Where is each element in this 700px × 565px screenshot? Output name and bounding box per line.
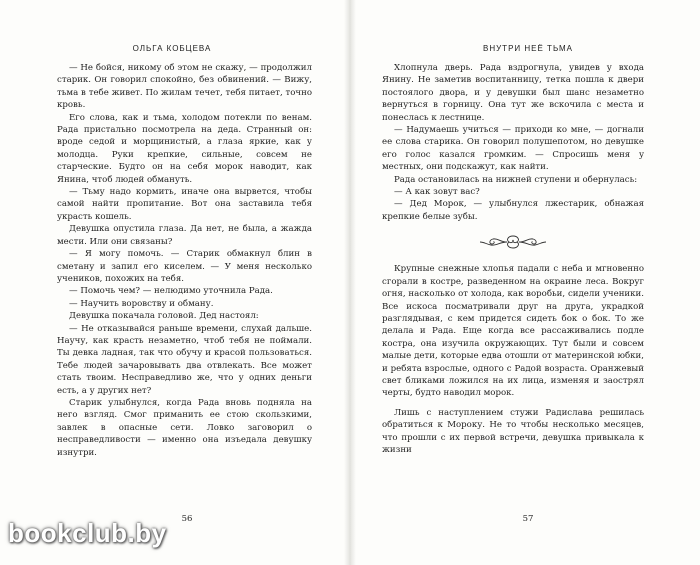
paragraph: Девушка покачала головой. Дед настоял: (69, 311, 259, 322)
paragraph: Рада остановилась на нижней ступени и обернулась: (394, 174, 638, 185)
paragraph: — Не отказывайся раньше времени, слухай дальше. Научу, как красть незаметно, чтоб тебя не поймали. Ты девка ладная, так что обучу и красой пользоваться. Тебе людей зачаровывать два отвлекать. Все может стать твоим. Несправедливо же, что у одних деньги есть, а у других нет? (57, 323, 312, 396)
left-page (0, 0, 344, 565)
left-page-number: 56 (181, 514, 193, 524)
watermark: bookclub.by (8, 518, 167, 548)
paragraph: — Научить воровству и обману. (69, 298, 214, 309)
right-page-header: ВНУТРИ НЕЁ ТЬМА (482, 44, 574, 53)
paragraph: — Надумаешь учиться — приходи ко мне, — догнали ее слова старика. Он говорил полушепотом, но девушке его голос казался громким. — Спросишь меня у местных, они подскажут, как найти. (382, 125, 644, 173)
paragraph: — Помочь чем? — нелюдимо уточнила Рада. (69, 286, 273, 297)
paragraph: — А как зовут вас? (394, 187, 480, 198)
paragraph: Его слова, как и тьма, холодом потекли по венам. Рада пристально посмотрела на деда. Странный он: вроде седой и морщинистый, а глаза яркие, как у молодца. Руки крепкие, сильные, совсем не старческие. Будто он на себя морок наводит, как Янина, чтоб людей обмануть. (57, 112, 312, 185)
paragraph: Девушка опустила глаза. Да нет, не была, а жажда мести. Или они связаны? (57, 224, 312, 247)
paragraph: Хлопнула дверь. Рада вздрогнула, увидев у входа Янину. Не заметив воспитанницу, тетка пошла к двери постоялого двора, и у девушки был шанс незаметно вернуться в горницу. Она тут же вскочила с места и понеслась к лестнице. (382, 63, 644, 123)
paragraph: — Не бойся, никому об этом не скажу, — продолжил старик. Он говорил спокойно, без обвинений. — Вижу, тьма в тебе живет. По жилам течет, тебя питает, точно кровь. (57, 63, 312, 111)
right-page-text (382, 62, 644, 456)
right-page (356, 0, 700, 565)
book-gutter (344, 0, 356, 565)
paragraph: — Дед Морок, — улыбнулся лжестарик, обнажая крепкие белые зубы. (382, 199, 644, 222)
ornament-divider-icon (478, 233, 548, 251)
paragraph: Крупные снежные хлопья падали с неба и мгновенно сгорали в костре, разведенном на окраине леса. Вокруг огня, насколько от холода, как воробьи, сидели ученики. Все искоса посматривали друг на друга, украдкой разглядывая, с кем придется сидеть бок о бок. То же делала и Рада. Еще когда все рассаживались подле костра, она изучила окружающих. Тут были и совсем малые дети, которые едва отошли от материнской юбки, и ребята взрослые, одного с Радой возраста. Оранжевый свет бликами ложился на их лица, изменяя и заострял черты, будто наводил морок. (382, 264, 644, 399)
left-page-header: ОЛЬГА КОБЦЕВА (132, 44, 212, 53)
paragraph: Лишь с наступлением стужи Радислава решилась обратиться к Мороку. Не то чтобы несколько месяцев, что прошли с их первой встречи, девушка привыкала к жизни (382, 407, 644, 455)
right-page-number: 57 (522, 514, 534, 524)
paragraph: — Я могу помочь. — Старик обмакнул блин в сметану и запил его киселем. — У меня несколько учеников, похожих на тебя. (57, 249, 312, 284)
paragraph: — Тьму надо кормить, иначе она вырвется, чтобы самой найти пропитание. Вот она заставила тебя украсть кошель. (57, 187, 312, 222)
left-page-text (57, 62, 312, 459)
paragraph: Старик улыбнулся, когда Рада вновь подняла на него взгляд. Смог приманить ее стою скользкими, завлек в опасные сети. Ловко заговорил о несправедливости — именно она изъедала девушку изнутри. (57, 397, 312, 458)
